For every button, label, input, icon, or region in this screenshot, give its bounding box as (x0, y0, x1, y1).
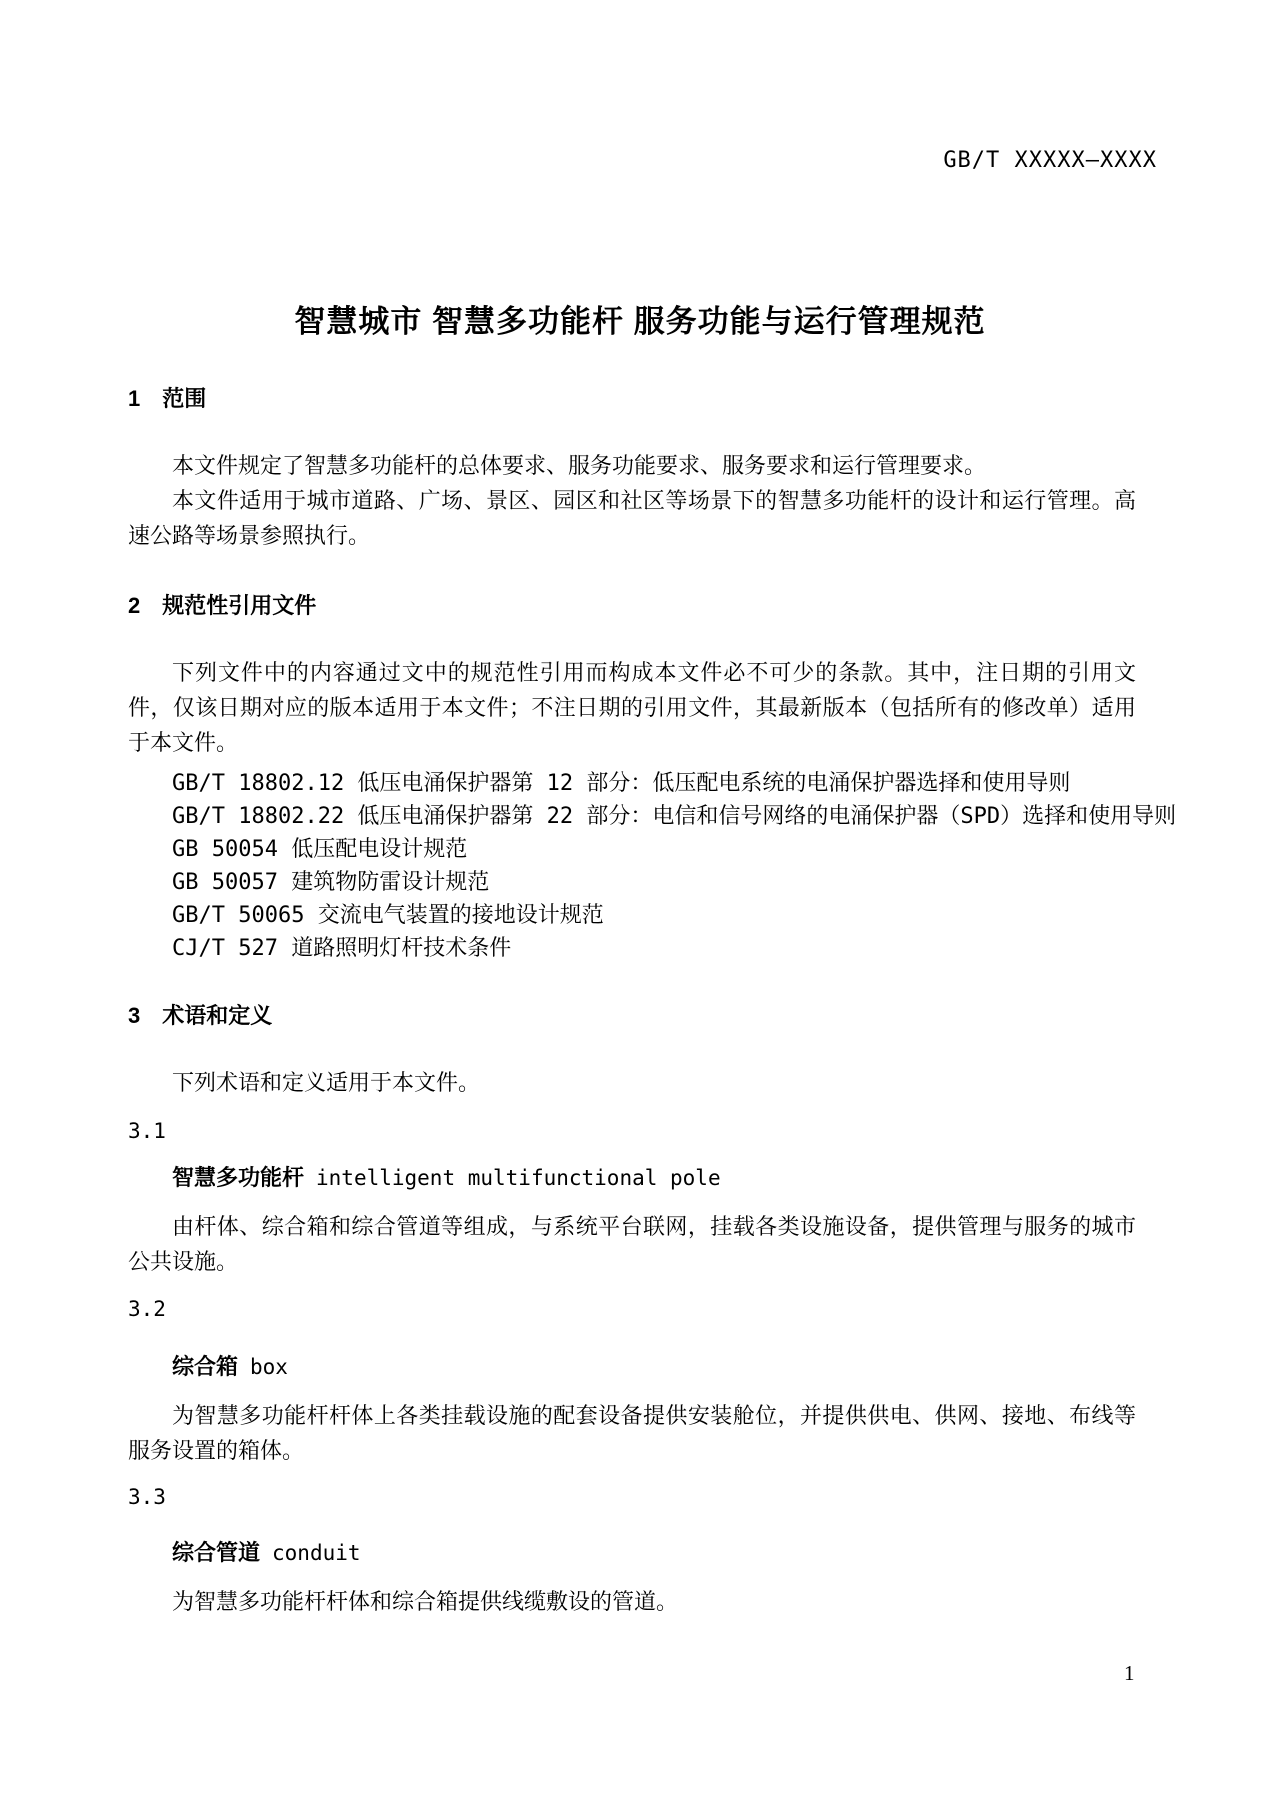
term-en-label: box (250, 1355, 288, 1379)
reference-item: GB 50054 低压配电设计规范 (172, 837, 468, 862)
term-zh-label: 综合管道 (172, 1540, 261, 1565)
normative-references-list (128, 767, 1177, 965)
section-2-intro: 下列文件中的内容通过文中的规范性引用而构成本文件必不可少的条款。其中，注日期的引用文件，仅该日期对应的版本适用于本文件；不注日期的引用文件，其最新版本（包括所有的修改单）适用于本文件。 (128, 660, 1136, 755)
reference-item: GB 50057 建筑物防雷设计规范 (172, 870, 490, 895)
term-en-label: conduit (272, 1541, 361, 1565)
term-number-3-2: 3.2 (128, 1297, 166, 1321)
reference-item: GB/T 18802.22 低压电涌保护器第 22 部分：电信和信号网络的电涌保护器（SPD）选择和使用导则 (172, 804, 1177, 829)
section-3-heading: 3 术语和定义 (128, 1003, 273, 1028)
reference-item: CJ/T 527 道路照明灯杆技术条件 (172, 936, 512, 961)
section-2-heading: 2 规范性引用文件 (128, 593, 317, 618)
term-en-label: intelligent multifunctional pole (316, 1166, 721, 1190)
page-number: 1 (1124, 1661, 1135, 1685)
term-number-3-1: 3.1 (128, 1119, 166, 1143)
document-title: 智慧城市 智慧多功能杆 服务功能与运行管理规范 (294, 303, 986, 339)
reference-item: GB/T 18802.12 低压电涌保护器第 12 部分：低压配电系统的电涌保护器选择和使用导则 (172, 771, 1071, 796)
term-heading-3-3 (172, 1535, 1136, 1571)
document-body (128, 372, 1177, 1619)
term-zh-label: 综合箱 (172, 1354, 239, 1379)
term-zh-label: 智慧多功能杆 (172, 1165, 305, 1190)
term-heading-3-1 (172, 1160, 1136, 1196)
term-number-3-3: 3.3 (128, 1485, 166, 1509)
term-definition-3-3: 为智慧多功能杆杆体和综合箱提供线缆敷设的管道。 (172, 1589, 679, 1614)
reference-item: GB/T 50065 交流电气装置的接地设计规范 (172, 903, 604, 928)
section-1-paragraph-2: 本文件适用于城市道路、广场、景区、园区和社区等场景下的智慧多功能杆的设计和运行管理。高速公路等场景参照执行。 (128, 488, 1136, 548)
section-1-paragraph-1: 本文件规定了智慧多功能杆的总体要求、服务功能要求、服务要求和运行管理要求。 (172, 453, 987, 478)
term-definition-3-1: 由杆体、综合箱和综合管道等组成，与系统平台联网，挂载各类设施设备，提供管理与服务的城市公共设施。 (128, 1214, 1136, 1274)
standard-code: GB/T XXXXX—XXXX (943, 148, 1157, 173)
section-1-heading: 1 范围 (128, 386, 207, 411)
section-3-intro: 下列术语和定义适用于本文件。 (172, 1070, 481, 1095)
term-heading-3-2 (172, 1349, 1136, 1385)
term-definition-3-2: 为智慧多功能杆杆体上各类挂载设施的配套设备提供安装舱位，并提供供电、供网、接地、布线等服务设置的箱体。 (128, 1403, 1136, 1463)
